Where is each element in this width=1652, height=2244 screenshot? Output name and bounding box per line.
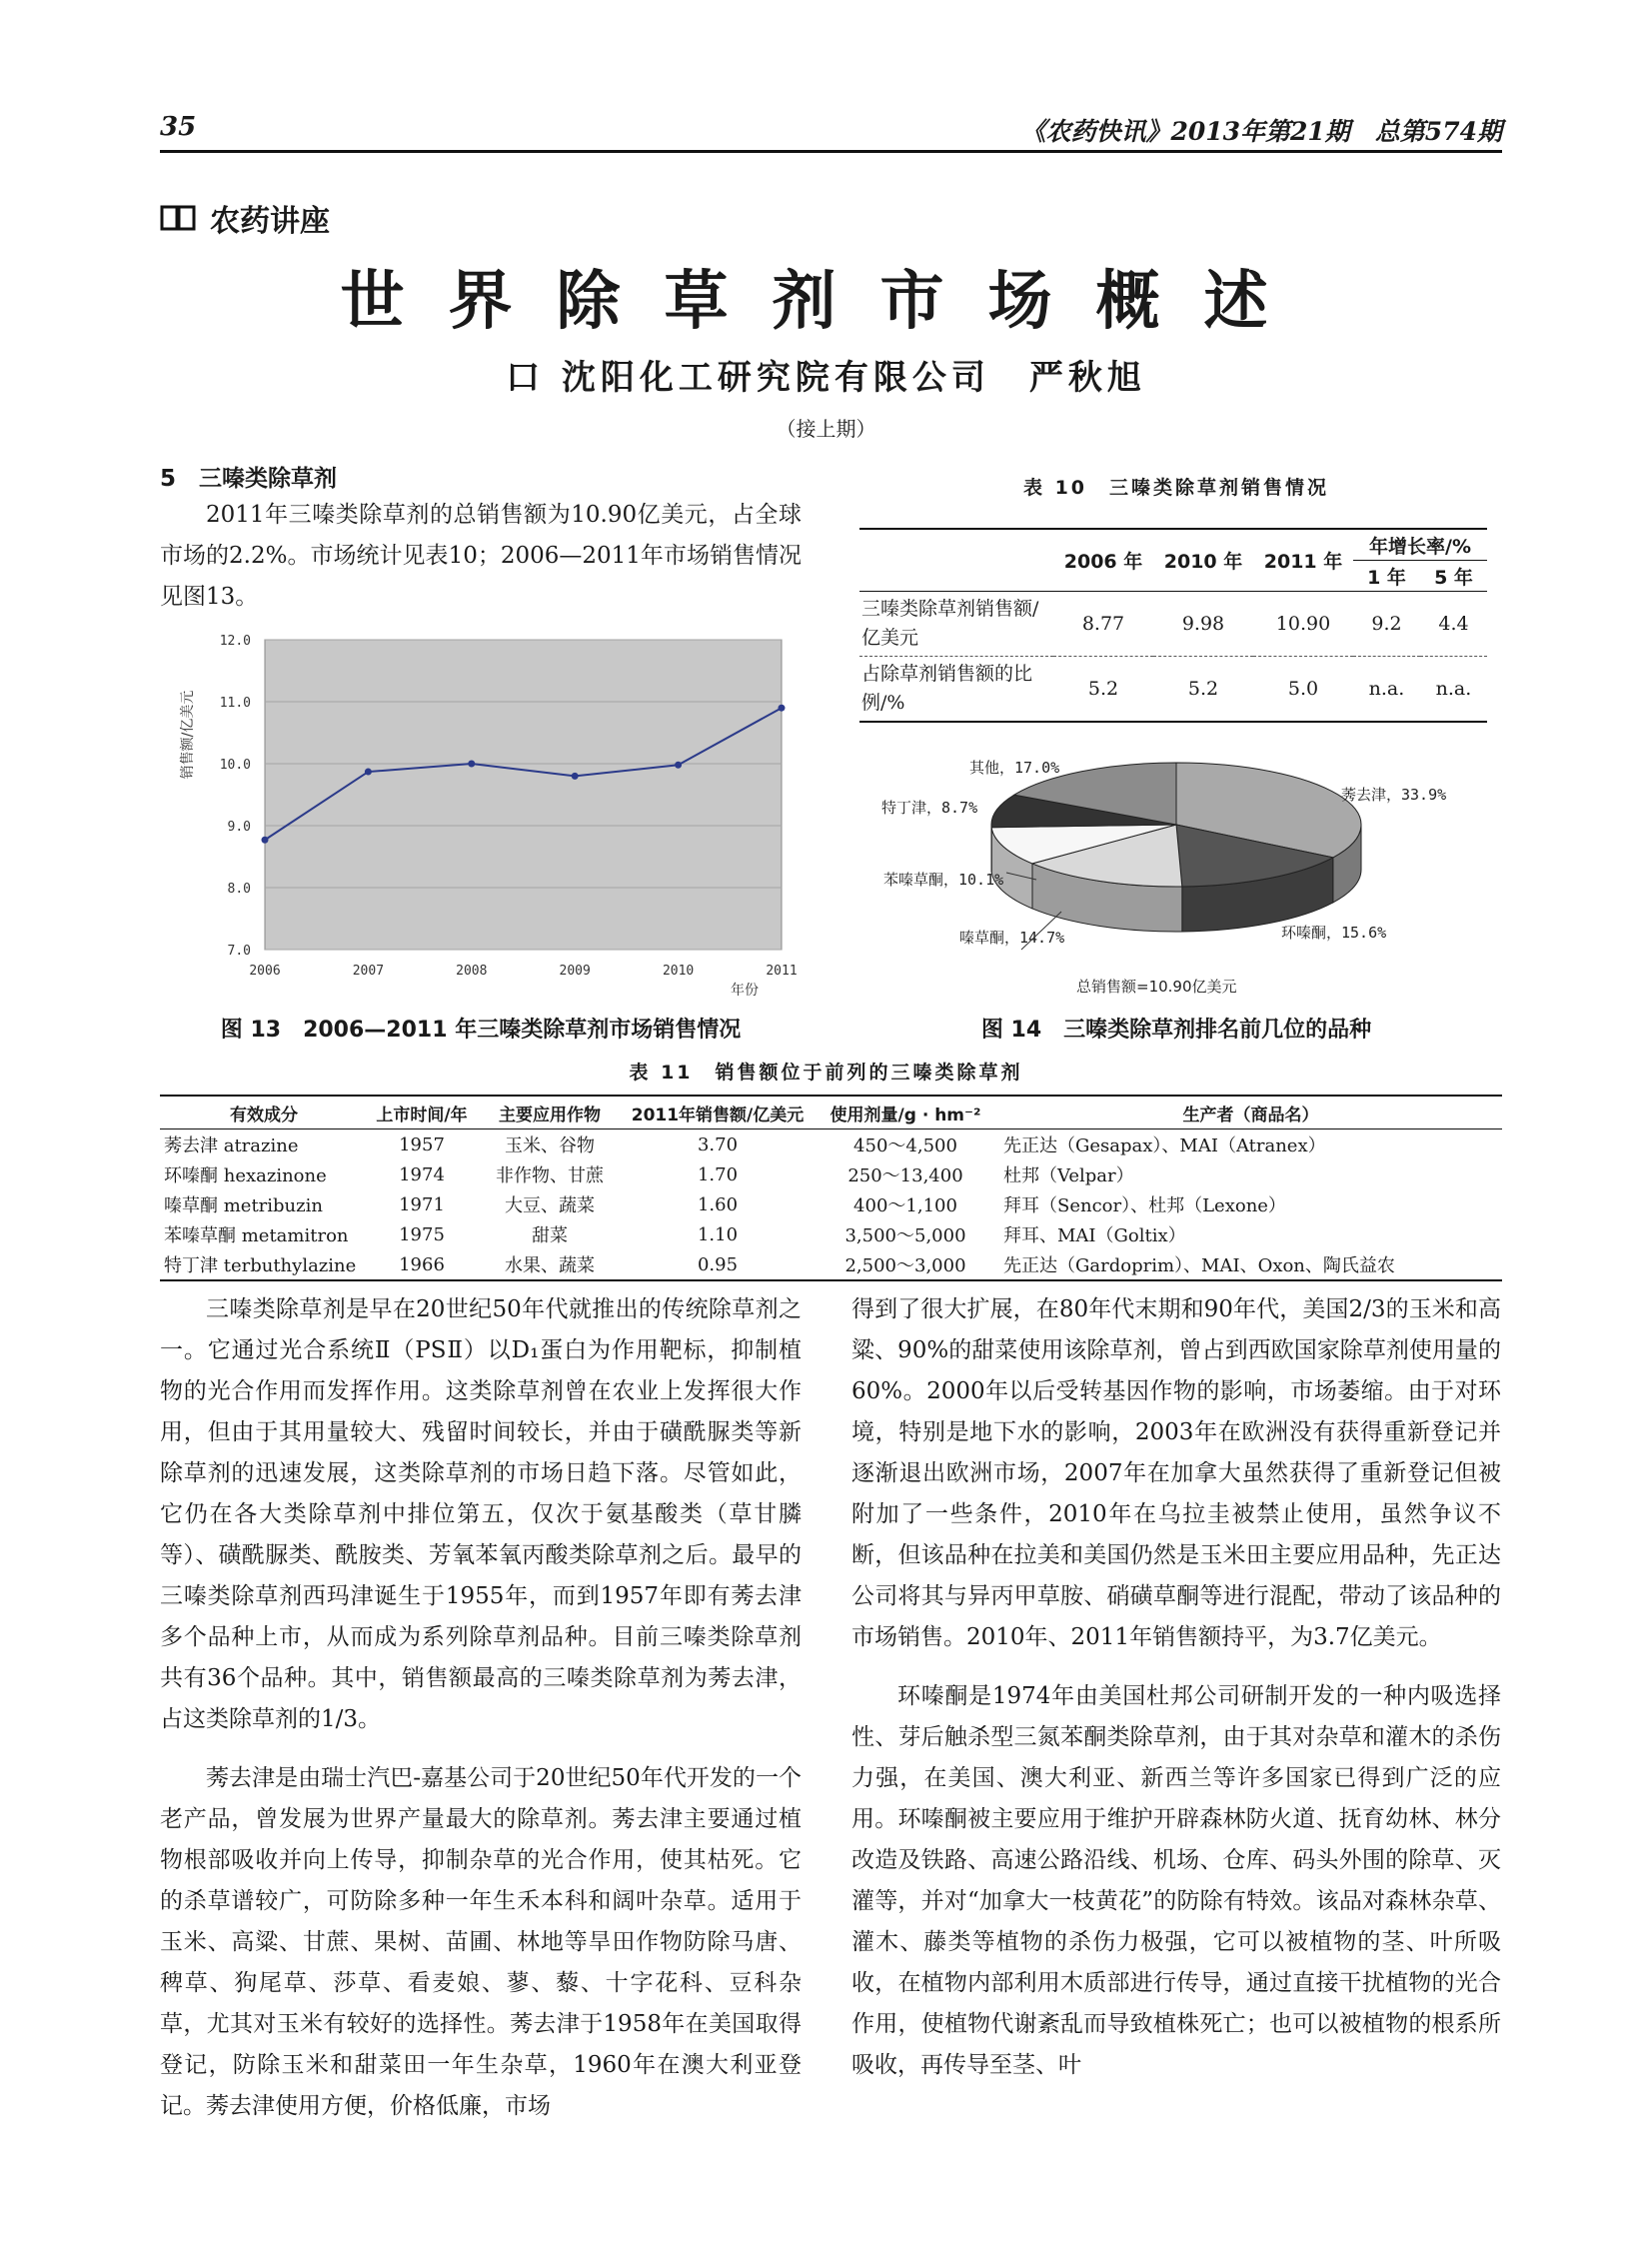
table-cell: 莠去津 atrazine	[164, 1135, 299, 1156]
y-tick-label: 11.0	[219, 696, 251, 711]
table-header: 上市时间/年	[376, 1105, 468, 1125]
x-tick-label: 2009	[559, 964, 591, 979]
table-header: 2011年销售额/亿美元	[631, 1105, 805, 1125]
data-point	[675, 762, 682, 769]
x-tick-label: 2006	[249, 964, 281, 979]
figure14-caption: 图 14 三嗪类除草剂排名前几位的品种	[980, 1018, 1372, 1043]
plot-area	[265, 640, 782, 950]
slice-label-hexazinone: 环嗪酮，15.6%	[1281, 924, 1387, 942]
table-subheader: 1 年	[1367, 566, 1406, 589]
table-cell: 1.70	[697, 1163, 739, 1185]
table-cell: n.a.	[1368, 678, 1405, 700]
table-row	[859, 657, 1487, 723]
table-cell: 9.2	[1371, 613, 1402, 635]
slice-label-other: 其他，17.0%	[969, 759, 1060, 777]
table-cell: 拜耳、MAI（Goltix）	[1003, 1225, 1186, 1246]
table-cell: 甜菜	[532, 1225, 568, 1246]
column-label-text: 农药讲座	[210, 204, 330, 239]
table-cell: 450～4,500	[853, 1135, 957, 1156]
y-tick-label: 9.0	[227, 820, 251, 835]
table-cell: 2,500～3,000	[844, 1255, 966, 1276]
table11-caption: 表 11 销售额位于前列的三嗪类除草剂	[629, 1062, 1023, 1084]
table-cell: 杜邦（Velpar）	[1003, 1165, 1134, 1186]
x-tick-label: 2008	[456, 964, 488, 979]
table-cell: 1974	[399, 1163, 445, 1185]
table-cell: 3,500～5,000	[844, 1225, 966, 1246]
data-point	[779, 705, 786, 712]
table-header: 2010 年	[1163, 551, 1243, 573]
table-cell: 5.2	[1187, 678, 1219, 700]
slice-label-metribuzin: 嗪草酮，14.7%	[959, 929, 1065, 947]
table-row	[160, 1129, 1502, 1160]
pie-footer: 总销售额=10.90亿美元	[1076, 978, 1237, 996]
table-cell: 400～1,100	[853, 1195, 957, 1216]
table-cell: 8.77	[1081, 613, 1125, 635]
table-header: 2006 年	[1063, 551, 1143, 573]
table-cell: 1957	[399, 1133, 445, 1155]
table-header: 主要应用作物	[499, 1105, 601, 1125]
table-cell: 非作物、甘蔗	[496, 1165, 604, 1186]
table-header: 有效成分	[230, 1105, 298, 1125]
table-header: 使用剂量/g · hm⁻²	[829, 1105, 981, 1125]
table-cell: 先正达（Gesapax）、MAI（Atranex）	[1003, 1135, 1326, 1156]
table-cell: 5.0	[1287, 678, 1319, 700]
y-tick-label: 8.0	[227, 882, 251, 897]
table-row	[859, 592, 1487, 657]
table-cell: 1.10	[697, 1223, 739, 1245]
x-tick-label: 2011	[766, 964, 798, 979]
x-axis-label: 年份	[731, 983, 759, 999]
table-cell: 玉米、谷物	[505, 1135, 595, 1156]
table10	[859, 528, 1487, 723]
y-tick-label: 7.0	[227, 944, 251, 959]
section-heading: 5 三嗪类除草剂	[160, 466, 338, 492]
figure13-caption: 图 13 2006—2011 年三嗪类除草剂市场销售情况	[220, 1018, 742, 1043]
table-cell: 1966	[399, 1253, 445, 1275]
paragraph: 环嗪酮是1974年由美国杜邦公司研制开发的一种内吸选择性、芽后触杀型三氮苯酮类除草剂，由于其对杂草和灌木的杀伤力强，在美国、澳大利亚、新西兰等许多国家已得到广泛的应用。环嗪酮被主要应用于维护开辟森林防火道、抚育幼林、林分改造及铁路、高速公路沿线、机场、仓库、码头外围的除草、灭灌等，并对“加拿大一枝黄花”的防除有特效。该品对森林杂草、灌木、藤类等植物的杀伤力极强，它可以被植物的茎、叶所吸收，在植物内部利用木质部进行传导，通过直接干扰植物的光合作用，使植物代谢紊乱而导致植株死亡；也可以被植物的根系所吸收，再传导至茎、叶	[851, 1683, 1501, 2078]
table-cell: 嗪草酮 metribuzin	[164, 1195, 323, 1216]
table-cell: 0.95	[697, 1253, 739, 1275]
section-text	[160, 495, 802, 618]
header-rule	[160, 150, 1502, 153]
open-book-icon	[160, 204, 196, 232]
table-cell: 4.4	[1438, 613, 1469, 635]
table-cell: 10.90	[1275, 613, 1331, 635]
paragraph: 2011年三嗪类除草剂的总销售额为10.90亿美元，占全球市场的2.2%。市场统计见表10；2006—2011年市场销售情况见图13。	[160, 502, 802, 610]
table-row	[160, 1189, 1502, 1219]
y-tick-label: 12.0	[219, 634, 251, 649]
table-cell: 5.2	[1087, 678, 1119, 700]
table-cell: 环嗪酮 hexazinone	[164, 1165, 327, 1186]
row-label: 三嗪类除草剂销售额/亿美元	[861, 598, 1039, 649]
table-cell: n.a.	[1435, 678, 1472, 700]
table11	[160, 1095, 1502, 1281]
y-tick-label: 10.0	[219, 758, 251, 773]
page-number: 35	[160, 112, 197, 142]
table-cell: 先正达（Gardoprim）、MAI、Oxon、陶氏益农	[1003, 1255, 1395, 1276]
table-cell: 大豆、蔬菜	[505, 1195, 595, 1216]
table-header: 2011 年	[1263, 551, 1343, 573]
data-point	[262, 837, 269, 844]
table-row	[160, 1219, 1502, 1249]
table-cell: 9.98	[1181, 613, 1225, 635]
figure13-line-chart	[160, 625, 800, 1005]
table-cell: 250～13,400	[847, 1165, 963, 1186]
table-cell: 1975	[399, 1223, 445, 1245]
table-row	[160, 1159, 1502, 1189]
paragraph: 莠去津是由瑞士汽巴-嘉基公司于20世纪50年代开发的一个老产品，曾发展为世界产量最大的除草剂。莠去津主要通过植物根部吸收并向上传导，抑制杂草的光合作用，使其枯死。它的杀草谱较广，可防除多种一年生禾本科和阔叶杂草。适用于玉米、高粱、甘蔗、果树、苗圃、林地等旱田作物防除马唐、稗草、狗尾草、莎草、看麦娘、蓼、藜、十字花科、豆科杂草，尤其对玉米有较好的选择性。莠去津于1958年在美国取得登记，防除玉米和甜菜田一年生杂草，1960年在澳大利亚登记。莠去津使用方便，价格低廉，市场	[160, 1765, 802, 2119]
body-column-left	[160, 1289, 802, 2127]
table-row	[160, 1249, 1502, 1280]
table-cell: 3.70	[697, 1133, 739, 1155]
table-cell: 苯嗪草酮 metamitron	[164, 1225, 349, 1246]
table-header: 生产者（商品名）	[1182, 1105, 1319, 1125]
article-title: 世界除草剂市场概述	[340, 265, 1312, 339]
table-cell: 1971	[399, 1193, 445, 1215]
table-header: 年增长率/%	[1353, 529, 1487, 561]
data-point	[365, 769, 372, 776]
slice-label-atrazine: 莠去津，33.9%	[1341, 786, 1447, 804]
table-cell: 1.60	[697, 1193, 739, 1215]
x-tick-label: 2007	[352, 964, 385, 979]
journal-issue: 《农药快讯》2013年第21期 总第574期	[1020, 117, 1502, 146]
paragraph: 得到了很大扩展，在80年代末期和90年代，美国2/3的玉米和高粱、90%的甜菜使用该除草剂，曾占到西欧国家除草剂使用量的60%。2000年以后受转基因作物的影响，市场萎缩。由于对环境，特别是地下水的影响，2003年在欧洲没有获得重新登记并逐渐退出欧洲市场，2007年在加拿大虽然获得了重新登记但被附加了一些条件，2010年在乌拉圭被禁止使用，虽然争议不断，但该品种在拉美和美国仍然是玉米田主要应用品种，先正达公司将其与异丙甲草胺、硝磺草酮等进行混配，带动了该品种的市场销售。2010年、2011年销售额持平，为3.7亿美元。	[851, 1296, 1501, 1650]
figure14-pie-chart	[851, 740, 1501, 1000]
row-label: 占除草剂销售额的比例/%	[861, 663, 1033, 714]
byline: 口 沈阳化工研究院有限公司 严秋旭	[506, 358, 1146, 398]
body-column-right	[851, 1289, 1501, 2086]
slice-label-metamitron: 苯嗪草酮，10.1%	[883, 871, 1004, 889]
continued-note: （接上期）	[776, 417, 876, 441]
x-tick-label: 2010	[662, 964, 695, 979]
data-point	[468, 761, 475, 768]
table-subheader: 5 年	[1434, 566, 1473, 589]
paragraph: 三嗪类除草剂是早在20世纪50年代就推出的传统除草剂之一。它通过光合系统Ⅱ（PSⅡ）以D₁蛋白为作用靶标，抑制植物的光合作用而发挥作用。这类除草剂曾在农业上发挥很大作用，但由于其用量较大、残留时间较长，并由于磺酰脲类等新除草剂的迅速发展，这类除草剂的市场日趋下落。尽管如此，它仍在各大类除草剂中排位第五，仅次于氨基酸类（草甘膦等）、磺酰脲类、酰胺类、芳氧苯氧丙酸类除草剂之后。最早的三嗪类除草剂西玛津诞生于1955年，而到1957年即有莠去津多个品种上市，从而成为系列除草剂品种。目前三嗪类除草剂共有36个品种。其中，销售额最高的三嗪类除草剂为莠去津，占这类除草剂的1/3。	[160, 1296, 802, 1732]
data-point	[572, 773, 579, 780]
table-cell: 拜耳（Sencor）、杜邦（Lexone）	[1003, 1195, 1286, 1216]
table10-caption: 表 10 三嗪类除草剂销售情况	[1022, 477, 1330, 499]
y-axis-label: 销售额/亿美元	[180, 690, 196, 780]
table-cell: 水果、蔬菜	[505, 1255, 595, 1276]
column-label	[160, 196, 330, 240]
slice-label-terbuthylazine: 特丁津，8.7%	[881, 799, 978, 817]
table-cell: 特丁津 terbuthylazine	[164, 1255, 357, 1276]
